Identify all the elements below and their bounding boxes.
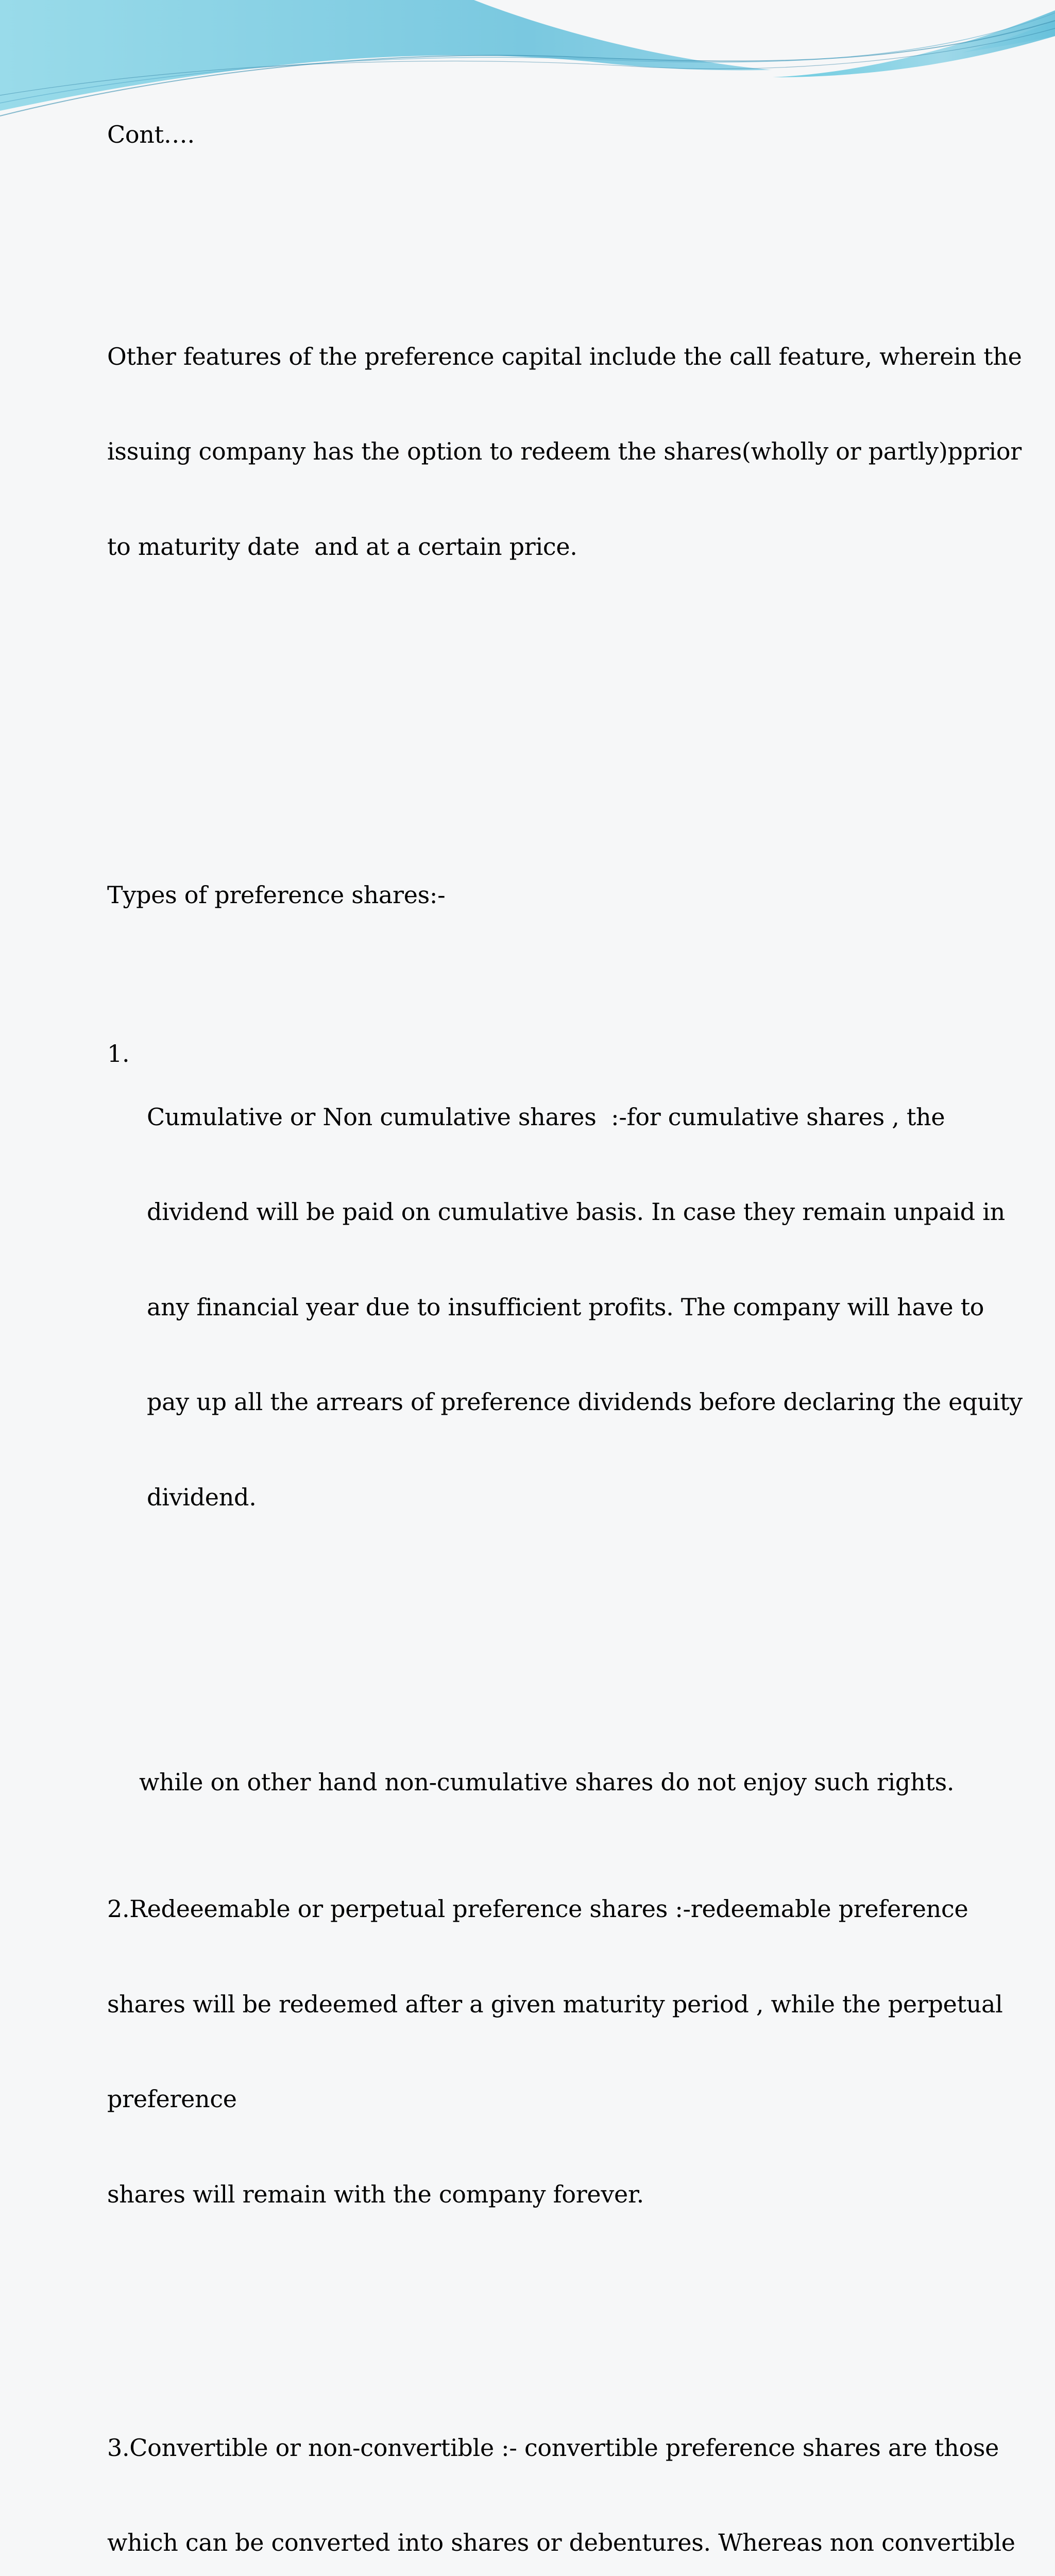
spacer xyxy=(107,753,1034,785)
slide-heading: Cont…. xyxy=(107,121,195,148)
paragraph-line: issuing company has the option to redeem the shares(wholly or partly)pprior xyxy=(107,437,1022,465)
list-item-2-line: shares will be redeemed after a given maturity period , while the perpetual xyxy=(107,1990,1003,2018)
list-item-line: Cumulative or Non cumulative shares :-for cumulative shares , the xyxy=(147,1103,945,1131)
slide-body xyxy=(107,56,1034,2576)
list-item-3-line: 3.Convertible or non-convertible :- convertible preference shares are those xyxy=(107,2433,999,2462)
list-item-line: dividend. xyxy=(147,1483,257,1511)
spacer xyxy=(107,2306,1034,2337)
list-item-1-note: while on other hand non-cumulative shares do not enjoy such rights. xyxy=(139,1768,955,1796)
list-item-line: dividend will be paid on cumulative basis. In case they remain unpaid in xyxy=(147,1198,1005,1226)
spacer xyxy=(107,658,1034,690)
spacer xyxy=(107,1672,1034,1704)
list-item-2-line: 2.Redeeemable or perpetual preference shares :-redeemable preference xyxy=(107,1895,968,1923)
list-item-number: 1. xyxy=(107,1039,130,1067)
list-item-2-line: preference xyxy=(107,2085,237,2113)
list-item-line: pay up all the arrears of preference dividends before declaring the equity xyxy=(147,1388,1023,1416)
list-item-line: any financial year due to insufficient profits. The company will have to xyxy=(147,1293,984,1321)
paragraph-line: to maturity date and at a certain price. xyxy=(107,532,577,561)
list-item-3-line: which can be converted into shares or debentures. Whereas non convertible xyxy=(107,2529,1015,2556)
spacer xyxy=(107,214,1034,246)
list-item-2-line: shares will remain with the company forever. xyxy=(107,2180,644,2208)
types-heading: Types of preference shares:- xyxy=(107,881,446,909)
list-item-1 xyxy=(107,1006,1034,1577)
paragraph-line: Other features of the preference capital include the call feature, wherein the xyxy=(107,342,1022,370)
